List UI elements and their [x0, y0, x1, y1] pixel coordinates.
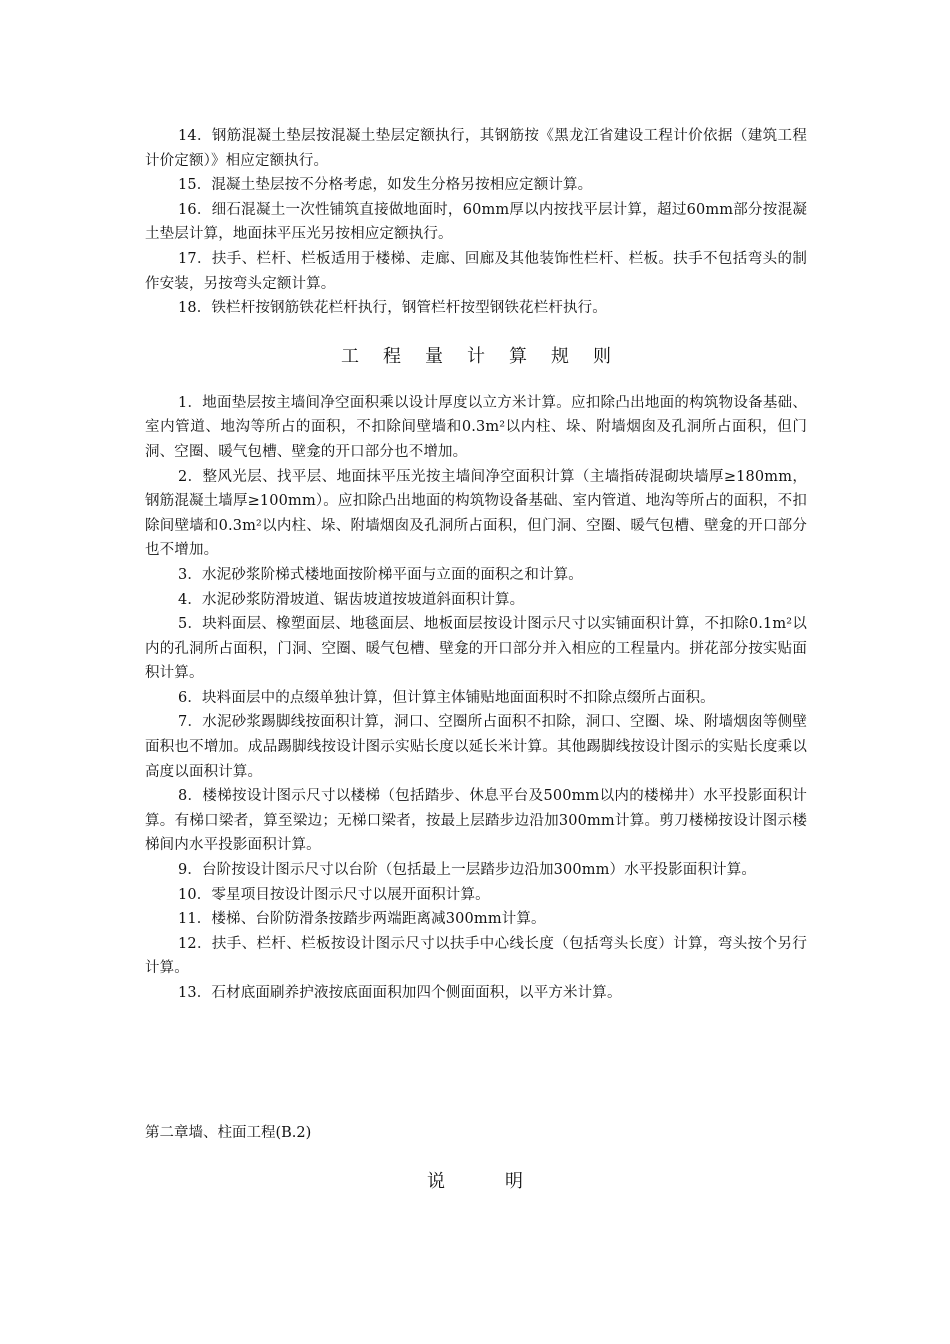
rule-11: 11．楼梯、台阶防滑条按踏步两端距离减300mm计算。	[178, 911, 546, 928]
rule-10: 10．零星项目按设计图示尺寸以展开面积计算。	[178, 886, 490, 903]
rule-3: 3．水泥砂浆阶梯式楼地面按阶梯平面与立面的面积之和计算。	[178, 566, 583, 583]
rule-5: 5．块料面层、橡塑面层、地毯面层、地板面层按设计图示尺寸以实铺面积计算，不扣除0.1m²以内的孔洞所占面积，门洞、空圈、暖气包槽、壁龛的开口部分并入相应的工程量内。拼花部分按实贴面积计算。	[145, 616, 807, 682]
rule-12: 12．扶手、栏杆、栏板按设计图示尺寸以扶手中心线长度（包括弯头长度）计算，弯头按个另行计算。	[145, 935, 807, 977]
rule-7: 7．水泥砂浆踢脚线按面积计算，洞口、空圈所占面积不扣除，洞口、空圈、垛、附墙烟囱等侧壁面积也不增加。成品踢脚线按设计图示实贴长度以延长米计算。其他踢脚线按设计图示的实贴长度乘以高度以面积计算。	[145, 714, 807, 780]
rule-2: 2．整风光层、找平层、地面抹平压光按主墙间净空面积计算（主墙指砖混砌块墙厚≥180mm，钢筋混凝土墙厚≥100mm）。应扣除凸出地面的构筑物设备基础、室内管道、地沟等所占的面积，不扣除间壁墙和0.3m²以内柱、垛、附墙烟囱及孔洞所占面积，但门洞、空圈、暖气包槽、壁龛的开口部分也不增加。	[145, 468, 807, 559]
rule-6: 6．块料面层中的点缀单独计算，但计算主体铺贴地面面积时不扣除点缀所占面积。	[178, 689, 715, 706]
note-14: 14．钢筋混凝土垫层按混凝土垫层定额执行，其钢筋按《黑龙江省建设工程计价依据（建筑工程计价定额）》相应定额执行。	[145, 128, 807, 169]
rule-4: 4．水泥砂浆防滑坡道、锯齿坡道按坡道斜面积计算。	[178, 591, 525, 608]
chapter-heading: 第二章墙、柱面工程(B.2)	[145, 1125, 312, 1141]
note-15: 15．混凝土垫层按不分格考虑，如发生分格另按相应定额计算。	[178, 177, 593, 194]
rule-1: 1．地面垫层按主墙间净空面积乘以设计厚度以立方米计算。应扣除凸出地面的构筑物设备基础、室内管道、地沟等所占的面积，不扣除间壁墙和0.3m²以内柱、垛、附墙烟囱及孔洞所占面积，但门洞、空圈、暖气包槽、壁龛的开口部分也不增加。	[145, 394, 807, 460]
note-17: 17．扶手、栏杆、栏板适用于楼梯、走廊、回廊及其他装饰性栏杆、栏板。扶手不包括弯头的制作安装，另按弯头定额计算。	[145, 250, 807, 292]
document-body	[145, 124, 807, 1006]
rule-9: 9．台阶按设计图示尺寸以台阶（包括最上一层踏步边沿加300mm）水平投影面积计算。	[178, 862, 757, 879]
rules-title: 工程量计算规则	[341, 345, 635, 367]
note-16: 16．细石混凝土一次性铺筑直接做地面时，60mm厚以内按找平层计算，超过60mm部分按混凝土垫层计算，地面抹平压光另按相应定额执行。	[145, 201, 807, 243]
rule-8: 8．楼梯按设计图示尺寸以楼梯（包括踏步、休息平台及500mm以内的楼梯井）水平投影面积计算。有梯口梁者，算至梁边；无梯口梁者，按最上层踏步边沿加300mm计算。剪刀楼梯按设计图示楼梯间内水平投影面积计算。	[145, 788, 807, 854]
chapter-subtitle: 说明	[427, 1171, 583, 1192]
rule-13: 13．石材底面刷养护液按底面面积加四个侧面面积，以平方米计算。	[178, 985, 622, 1001]
note-18: 18．铁栏杆按钢筋铁花栏杆执行，钢管栏杆按型钢铁花栏杆执行。	[178, 300, 607, 317]
